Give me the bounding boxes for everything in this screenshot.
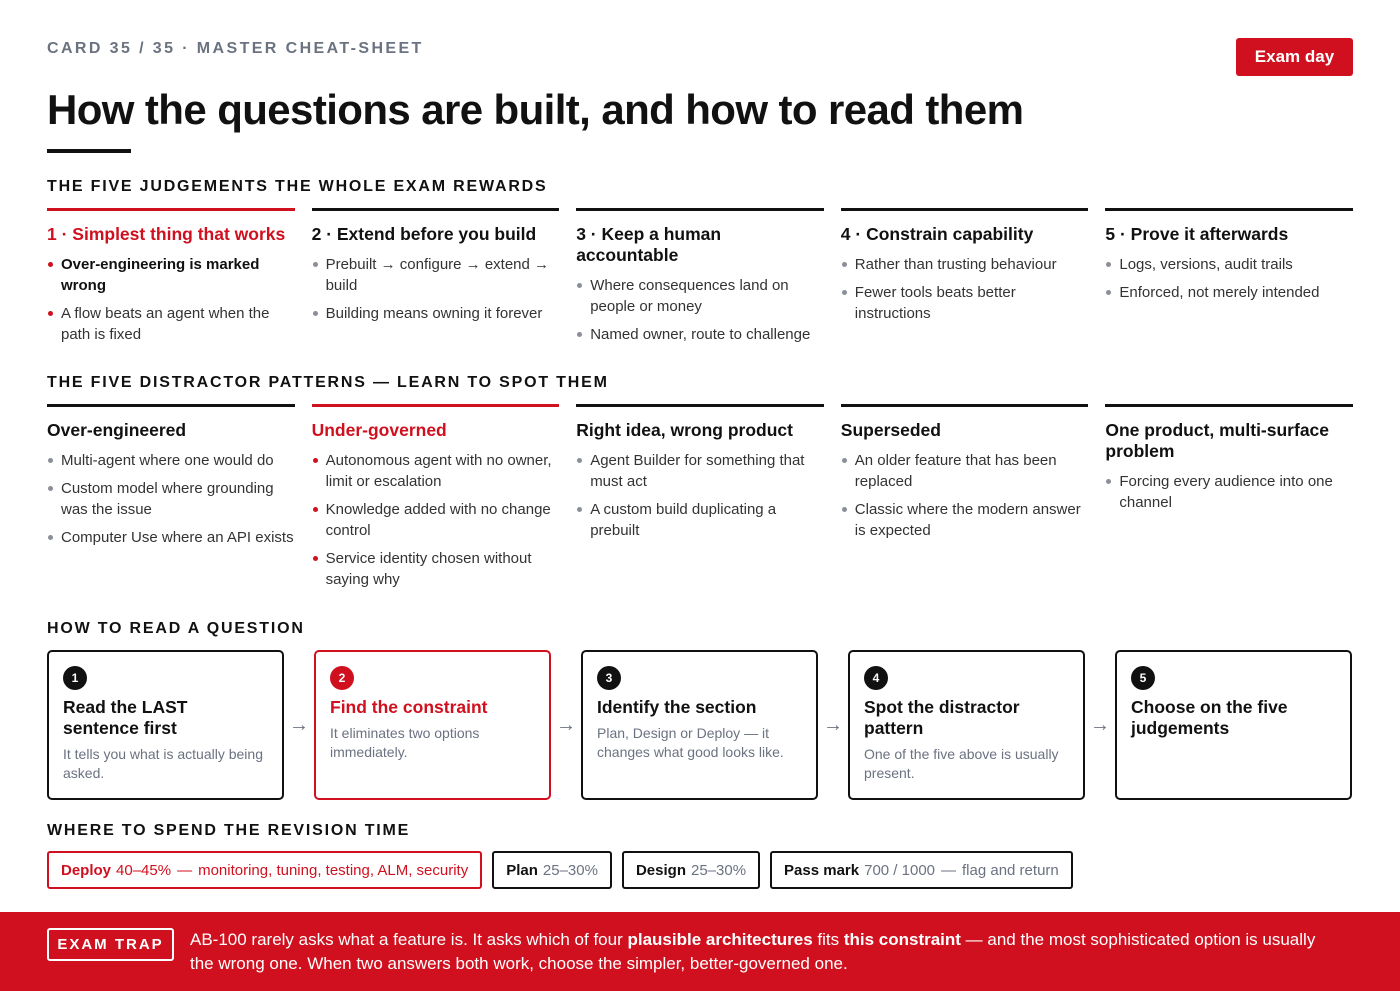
exam-trap-tag: EXAM TRAP — [47, 928, 174, 961]
judgement-bullet: Prebuilt → configure → extend → build — [312, 254, 560, 296]
arrow-right-icon: → — [556, 713, 576, 736]
judgement-title: 2 · Extend before you build — [311, 224, 537, 244]
step-number: 2 — [330, 666, 354, 690]
step-card — [581, 650, 818, 800]
revision-chips — [47, 851, 1073, 889]
step-number: 4 — [864, 666, 888, 690]
distractor-title: One product, multi-surface problem — [1105, 420, 1330, 461]
judgement-title: 3 · Keep a human accountable — [576, 224, 722, 265]
judgement-bullet: Where consequences land on people or money — [576, 275, 824, 317]
chip-value: 25–30% — [542, 861, 598, 879]
judgement-bullet: Building means owning it forever — [312, 303, 560, 324]
exam-day-badge: Exam day — [1236, 38, 1353, 76]
distractor-title: Over-engineered — [47, 420, 187, 440]
judgement-title: 4 · Constrain capability — [840, 224, 1034, 244]
step-card — [1115, 650, 1352, 800]
chip-value: 700 / 1000 — [864, 861, 936, 879]
distractor-3 — [576, 404, 824, 597]
judgement-title: 5 · Prove it afterwards — [1105, 224, 1289, 244]
distractor-2 — [312, 404, 560, 597]
chip-plan — [492, 851, 612, 889]
step-title: Find the constraint — [330, 697, 488, 717]
arrow-right-icon: → — [289, 713, 309, 736]
exam-trap-banner — [0, 912, 1400, 991]
distractors-heading: THE FIVE DISTRACTOR PATTERNS — LEARN TO SPOT THEM — [47, 374, 609, 391]
chip-note: flag and return — [962, 861, 1059, 879]
distractor-bullet: Agent Builder for something that must act — [576, 450, 824, 492]
exam-trap-text: AB-100 rarely asks what a feature is. It asks which of four plausible architectures fits this constraint — and the most sophisticated option is usually the wrong one. When two answers both work, choose the simpler, better-governed one. — [190, 930, 1316, 973]
step-description: Plan, Design or Deploy — it changes what good looks like. — [597, 725, 784, 760]
distractor-bullet: Classic where the modern answer is expected — [841, 499, 1089, 541]
step-description: It tells you what is actually being asked. — [63, 746, 263, 781]
chip-label: Pass mark — [784, 861, 860, 879]
distractor-bullet: Custom model where grounding was the issue — [47, 478, 295, 520]
distractor-bullet: Multi-agent where one would do — [47, 450, 295, 471]
chip-value: 40–45% — [116, 861, 172, 879]
distractor-5 — [1105, 404, 1353, 597]
judgement-bullet: Rather than trusting behaviour — [841, 254, 1089, 275]
distractor-title: Superseded — [840, 420, 941, 440]
arrow-right-icon: → — [823, 713, 843, 736]
step-number: 3 — [597, 666, 621, 690]
step-title: Choose on the five judgements — [1131, 697, 1288, 738]
step-title: Read the LAST sentence first — [63, 697, 188, 738]
distractor-title: Under-governed — [311, 420, 447, 440]
step-number: 5 — [1131, 666, 1155, 690]
title-rule — [47, 149, 131, 153]
step-description: One of the five above is usually present. — [864, 746, 1059, 781]
arrow-right-icon: → — [1090, 713, 1110, 736]
step-card — [848, 650, 1085, 800]
eyebrow: CARD 35 / 35 · MASTER CHEAT-SHEET — [47, 40, 424, 57]
distractor-title: Right idea, wrong product — [576, 420, 793, 440]
distractor-bullet: A custom build duplicating a prebuilt — [576, 499, 824, 541]
judgement-bullet: Named owner, route to challenge — [576, 324, 824, 345]
chip-note: monitoring, tuning, testing, ALM, security — [198, 861, 469, 879]
chip-label: Deploy — [61, 861, 112, 879]
judgement-2 — [312, 208, 560, 352]
distractor-bullet: An older feature that has been replaced — [841, 450, 1089, 492]
judgement-bullet: Logs, versions, audit trails — [1105, 254, 1353, 275]
step-description: It eliminates two options immediately. — [330, 725, 480, 760]
step-number: 1 — [63, 666, 87, 690]
step-title: Identify the section — [597, 697, 757, 717]
judgements-columns — [47, 208, 1353, 352]
reading-steps — [47, 650, 1353, 800]
judgement-1 — [47, 208, 295, 352]
distractor-bullet: Computer Use where an API exists — [47, 527, 295, 548]
judgement-bullet: A flow beats an agent when the path is fixed — [47, 303, 295, 345]
distractor-bullet: Forcing every audience into one channel — [1105, 471, 1353, 513]
distractors-columns — [47, 404, 1353, 597]
judgement-5 — [1105, 208, 1353, 352]
page-title: How the questions are built, and how to read them — [47, 86, 1024, 133]
judgement-bullet: Enforced, not merely intended — [1105, 282, 1353, 303]
chip-design — [622, 851, 760, 889]
reading-heading: HOW TO READ A QUESTION — [47, 620, 305, 637]
chip-deploy: Deploy 40–45% — monitoring, tuning, testing, ALM, security — [47, 851, 482, 889]
step-card — [47, 650, 284, 800]
judgement-title: 1 · Simplest thing that works — [47, 224, 286, 244]
chip-label: Plan — [506, 861, 538, 879]
revision-heading: WHERE TO SPEND THE REVISION TIME — [47, 822, 411, 839]
judgements-heading: THE FIVE JUDGEMENTS THE WHOLE EXAM REWARDS — [47, 178, 548, 195]
judgement-bullet: Fewer tools beats better instructions — [841, 282, 1089, 324]
judgement-bullet: Over-engineering is marked wrong — [47, 254, 295, 296]
judgement-4 — [841, 208, 1089, 352]
distractor-bullet: Knowledge added with no change control — [312, 499, 560, 541]
distractor-4 — [841, 404, 1089, 597]
step-title: Spot the distractor pattern — [864, 697, 1020, 738]
distractor-bullet: Autonomous agent with no owner, limit or escalation — [312, 450, 560, 492]
distractor-bullet: Service identity chosen without saying why — [312, 548, 560, 590]
chip-pass-mark: Pass mark 700 / 1000 — flag and return — [770, 851, 1073, 889]
chip-label: Design — [635, 861, 686, 879]
chip-value: 25–30% — [690, 861, 747, 879]
judgement-3 — [576, 208, 824, 352]
distractor-1 — [47, 404, 295, 597]
step-card — [314, 650, 551, 800]
